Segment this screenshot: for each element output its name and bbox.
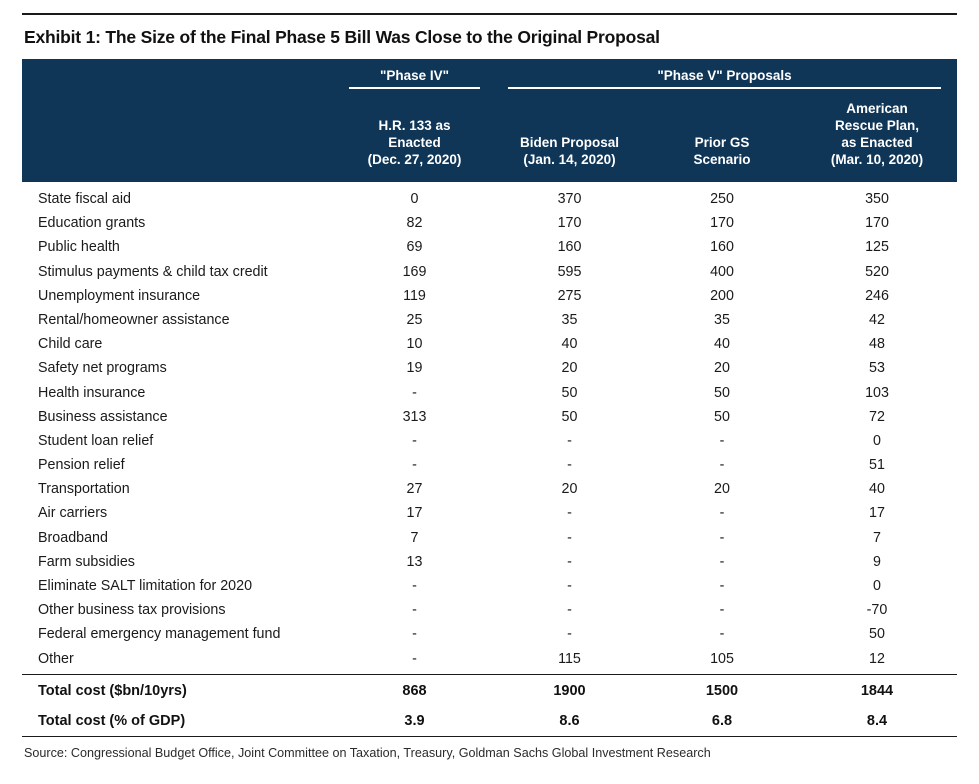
row-value: 40 (869, 481, 885, 498)
table-row (22, 477, 957, 501)
row-label: Transportation (38, 481, 130, 498)
row-value: 119 (403, 287, 426, 304)
row-value: 170 (710, 215, 734, 232)
row-value: - (567, 578, 572, 594)
row-value: 19 (406, 360, 423, 377)
row-value: - (719, 529, 725, 546)
row-value: - (719, 578, 725, 594)
row-value: 9 (873, 553, 881, 570)
total-row (22, 706, 957, 737)
row-value: 105 (647, 646, 797, 674)
source-note: Source: Congressional Budget Office, Joint Committee on Taxation, Treasury, Goldman Sachs Global Investment Research (24, 745, 711, 760)
exhibit-table (22, 59, 957, 737)
row-value: 20 (561, 481, 578, 498)
table-row (22, 574, 957, 598)
row-label: Business assistance (38, 408, 168, 425)
row-value: 48 (869, 336, 885, 353)
row-value: - (412, 602, 417, 619)
row-value: 400 (710, 263, 734, 280)
column-header-biden (492, 92, 647, 182)
row-value: 50 (714, 384, 730, 401)
row-value: - (567, 529, 572, 546)
total-row (22, 674, 957, 706)
column-header-arp (797, 92, 957, 182)
column-header-hr133 (337, 92, 492, 182)
row-label: Child care (38, 336, 103, 353)
column-header-arp-line3: as Enacted (841, 135, 913, 150)
row-value: 50 (561, 384, 578, 401)
total-row-value: 1900 (553, 682, 586, 699)
row-label: Air carriers (38, 505, 108, 522)
row-label: State fiscal aid (38, 191, 131, 207)
row-value: - (567, 553, 572, 570)
row-label: Stimulus payments & child tax credit (38, 263, 268, 280)
table-row (22, 405, 957, 429)
column-header-label (22, 92, 337, 182)
column-header-biden-line2: (Jan. 14, 2020) (523, 152, 616, 167)
row-value: - (337, 646, 492, 674)
column-group-phase5 (492, 59, 957, 92)
row-value: 520 (865, 263, 889, 280)
group-spacer (22, 59, 337, 92)
row-value: 169 (402, 263, 427, 280)
column-header-hr133-line1: H.R. 133 as (378, 118, 451, 133)
page-title: Exhibit 1: The Size of the Final Phase 5 Bill Was Close to the Original Proposal (24, 27, 660, 47)
row-value: - (567, 626, 572, 643)
row-value: 160 (710, 239, 734, 256)
table-row (22, 646, 957, 674)
table-body (22, 182, 957, 674)
row-label: Federal emergency management fund (38, 626, 281, 643)
row-value: 20 (714, 481, 730, 498)
row-value: 246 (865, 287, 889, 304)
row-value: 0 (410, 191, 419, 207)
row-value: 51 (869, 457, 885, 474)
row-value: 69 (406, 239, 423, 256)
table-row (22, 501, 957, 525)
row-value: 7 (873, 529, 881, 546)
row-value: - (567, 432, 572, 449)
row-value: 350 (865, 191, 889, 207)
row-value: - (719, 505, 725, 522)
row-label: Eliminate SALT limitation for 2020 (38, 578, 253, 594)
column-header-hr133-line3: (Dec. 27, 2020) (367, 152, 462, 167)
row-value: 250 (710, 191, 734, 207)
table-header (22, 59, 957, 182)
row-value: - (719, 457, 725, 474)
row-value: 370 (557, 191, 582, 207)
exhibit-page (0, 13, 979, 784)
row-value: 7 (410, 529, 419, 546)
row-value: 115 (492, 646, 647, 674)
row-value: 17 (406, 505, 423, 522)
row-value: 82 (406, 215, 423, 232)
row-value: - (719, 432, 725, 449)
row-value: 125 (865, 239, 889, 256)
table-row (22, 332, 957, 356)
table-row (22, 380, 957, 404)
row-value: 42 (869, 311, 885, 328)
row-value: - (412, 578, 417, 594)
row-value: 50 (869, 626, 885, 643)
total-row-value: 8.6 (492, 706, 647, 737)
total-row-value: 8.4 (797, 706, 957, 737)
row-value: 0 (873, 578, 881, 594)
table-totals (22, 674, 957, 736)
row-value: - (567, 505, 572, 522)
row-value: 0 (873, 432, 881, 449)
row-label: Broadband (38, 529, 108, 546)
row-value: 170 (865, 215, 889, 232)
row-label: Other (22, 646, 337, 674)
table-row (22, 526, 957, 550)
row-label: Rental/homeowner assistance (38, 311, 230, 328)
row-label: Health insurance (38, 384, 146, 401)
total-row-label: Total cost ($bn/10yrs) (38, 682, 187, 699)
row-value: 35 (561, 311, 578, 328)
row-value: 13 (406, 553, 423, 570)
total-row-value: 1844 (860, 682, 894, 699)
total-row-value: 1500 (705, 682, 739, 699)
table-row (22, 235, 957, 259)
row-value: 50 (714, 408, 730, 425)
row-label: Public health (38, 239, 120, 256)
row-label: Pension relief (38, 457, 125, 474)
row-value: 20 (714, 360, 730, 377)
row-value: 313 (402, 408, 427, 425)
row-label: Student loan relief (38, 432, 154, 449)
table-row (22, 259, 957, 283)
column-header-arp-line4: (Mar. 10, 2020) (830, 152, 924, 167)
row-value: 595 (557, 263, 582, 280)
table-row (22, 453, 957, 477)
row-value: 72 (869, 408, 885, 425)
row-label: Unemployment insurance (38, 287, 201, 304)
row-value: - (719, 553, 725, 570)
column-group-phase4-label: "Phase IV" (349, 68, 480, 89)
column-header-row (22, 92, 957, 182)
total-row-value: 6.8 (647, 706, 797, 737)
top-divider (22, 13, 957, 15)
row-value: 170 (557, 215, 582, 232)
column-header-gs-line2: Scenario (693, 152, 751, 167)
column-header-arp-line1: American (846, 101, 908, 116)
column-header-gs-line1: Prior GS (694, 135, 750, 150)
row-label: Education grants (38, 215, 146, 232)
row-value: 53 (869, 360, 885, 377)
row-value: 12 (797, 646, 957, 674)
column-header-hr133-line2: Enacted (388, 135, 441, 150)
row-value: -70 (866, 602, 888, 619)
row-value: 35 (714, 311, 730, 328)
table-row (22, 598, 957, 622)
row-value: 103 (865, 384, 889, 401)
row-value: 40 (714, 336, 730, 353)
column-group-phase5-label: "Phase V" Proposals (508, 68, 941, 89)
row-value: - (567, 602, 572, 619)
table-row (22, 211, 957, 235)
row-value: - (412, 384, 417, 401)
row-value: - (567, 457, 572, 474)
column-group-row (22, 59, 957, 92)
total-row-value: 868 (402, 682, 427, 699)
row-value: - (412, 432, 417, 449)
row-value: 160 (557, 239, 582, 256)
table-row (22, 308, 957, 332)
row-value: 10 (406, 336, 423, 353)
row-value: - (412, 457, 417, 474)
table-row (22, 429, 957, 453)
row-value: 27 (406, 481, 423, 498)
row-value: - (412, 626, 417, 643)
table-row (22, 356, 957, 380)
table-row (22, 284, 957, 308)
row-value: 20 (561, 360, 578, 377)
row-value: 200 (710, 287, 734, 304)
row-label: Farm subsidies (38, 553, 135, 570)
total-row-label: Total cost (% of GDP) (22, 706, 337, 737)
column-header-gs (647, 92, 797, 182)
row-value: - (719, 602, 725, 619)
row-value: 40 (561, 336, 578, 353)
row-value: 50 (561, 408, 578, 425)
row-value: 25 (406, 311, 423, 328)
row-label: Safety net programs (38, 360, 167, 377)
row-value: 275 (557, 287, 582, 304)
table-row (22, 622, 957, 646)
row-value: 17 (869, 505, 885, 522)
table-row (22, 550, 957, 574)
row-label: Other business tax provisions (38, 602, 226, 619)
column-header-biden-line1: Biden Proposal (519, 135, 619, 150)
column-header-arp-line2: Rescue Plan, (834, 118, 920, 133)
total-row-value: 3.9 (337, 706, 492, 737)
table-row (22, 182, 957, 211)
row-value: - (719, 626, 725, 643)
column-group-phase4 (337, 59, 492, 92)
